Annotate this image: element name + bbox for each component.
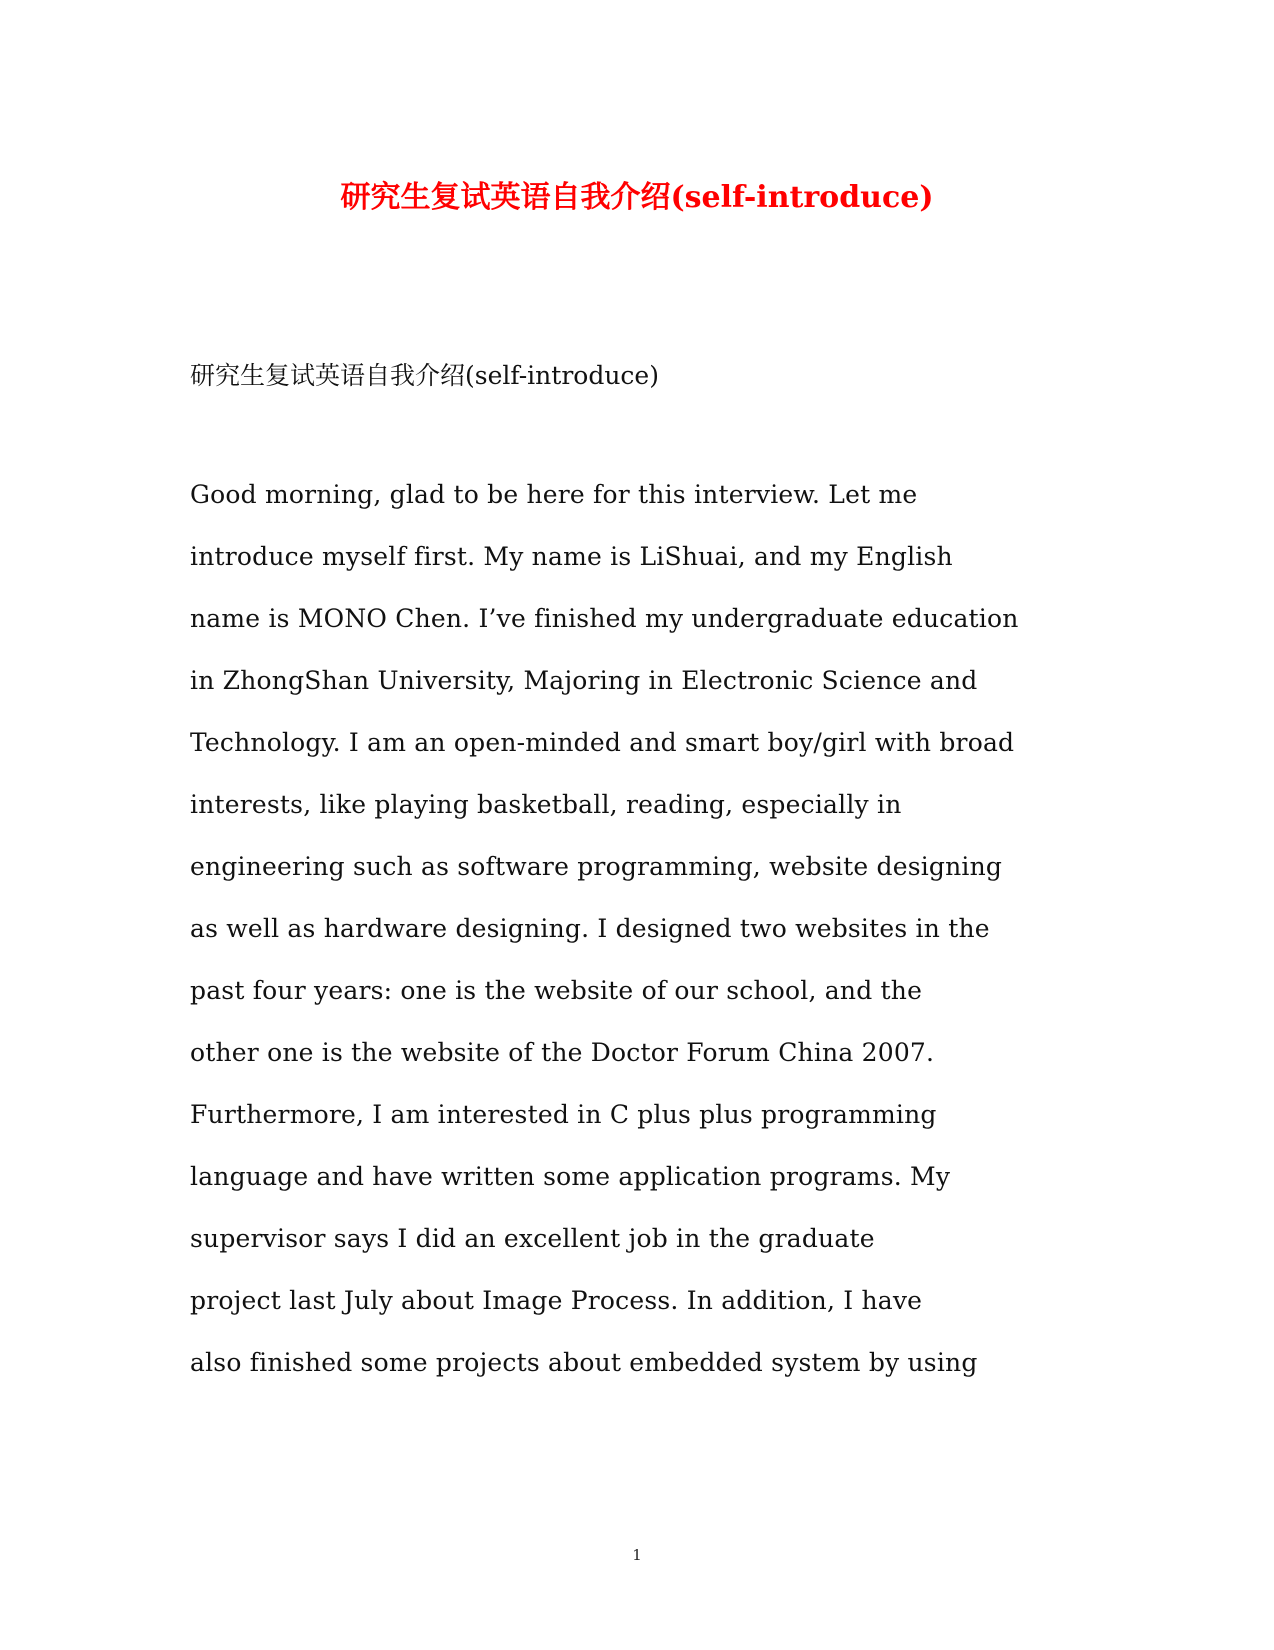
body-line: Technology. I am an open-minded and smart boy/girl with broad [190,728,1015,757]
body-line: in ZhongShan University, Majoring in Electronic Science and [190,666,978,695]
body-line: also finished some projects about embedded system by using [190,1348,978,1377]
body-line: introduce myself first. My name is LiShuai, and my English [190,542,953,571]
body-line: interests, like playing basketball, reading, especially in [190,790,902,819]
body-line: Good morning, glad to be here for this interview. Let me [190,480,918,509]
document-subtitle: 研究生复试英语自我介绍(self-introduce) [190,361,659,390]
page-number: 1 [632,1546,642,1564]
body-line: past four years: one is the website of our school, and the [190,976,923,1005]
body-line: engineering such as software programming, website designing [190,852,1003,881]
body-line: project last July about Image Process. In addition, I have [190,1286,923,1315]
body-line: name is MONO Chen. I’ve finished my undergraduate education [190,604,1019,633]
body-line: supervisor says I did an excellent job in the graduate [190,1224,875,1253]
body-line: as well as hardware designing. I designed two websites in the [190,914,990,943]
document-title: 研究生复试英语自我介绍(self-introduce) [340,180,934,215]
body-line: language and have written some application programs. My [190,1162,951,1191]
body-line: other one is the website of the Doctor Forum China 2007. [190,1038,935,1067]
body-line: Furthermore, I am interested in C plus plus programming [190,1100,937,1129]
